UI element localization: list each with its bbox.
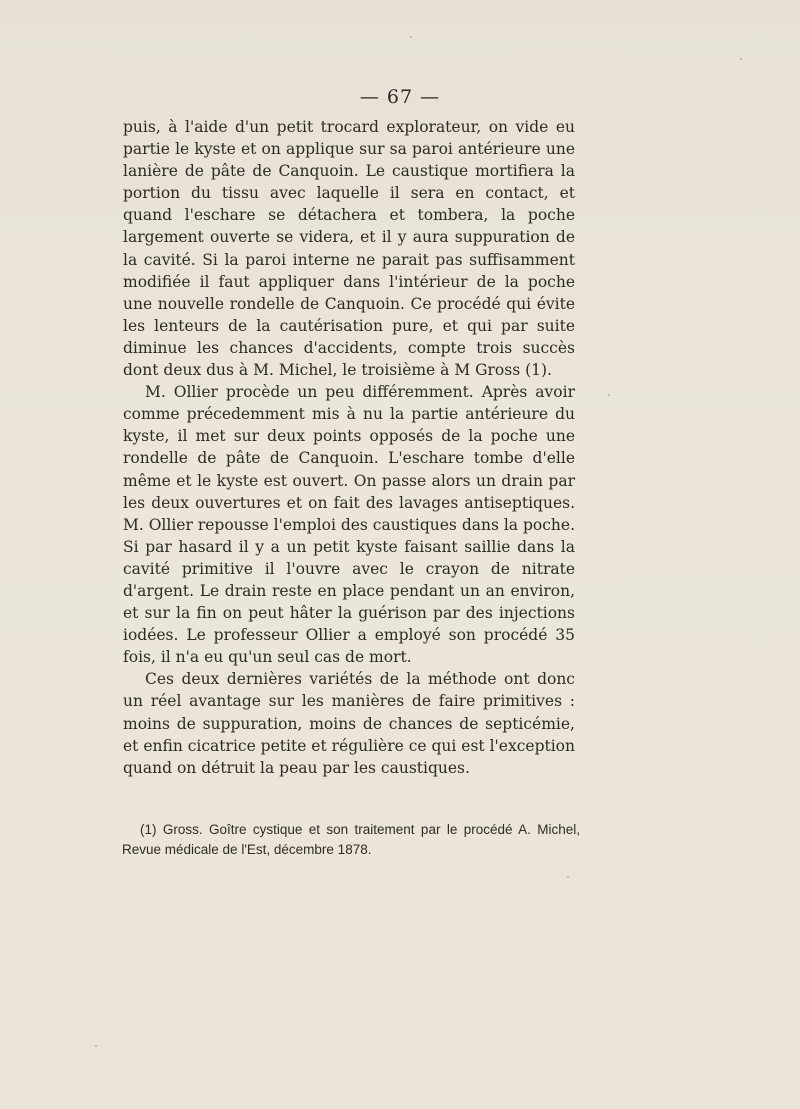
paragraph-2: M. Ollier procède un peu différemment. Après avoir comme précedemment mis à nu la partie antérieure du kyste, il met sur deux points opposés de la poche une rondelle de pâte de Canquoin. L'eschare tombe d'elle même et le kyste est ouvert. On passe alors un drain par les deux ouvertures et on fait des lavages antiseptiques. M. Ollier repousse l'emploi des caustiques dans la poche. Si par hasard il y a un petit kyste faisant saillie dans la cavité primitive il l'ouvre avec le crayon de nitrate d'argent. Le drain reste en place pendant un an environ, et sur la fin on peut hâter la guérison par des injections iodées. Le professeur Ollier a employé son procédé 35 fois, il n'a eu qu'un seul cas de mort. — [123, 383, 575, 667]
paper-speck — [567, 876, 569, 878]
paper-speck — [740, 58, 742, 60]
paper-speck — [608, 394, 610, 396]
paper-speck — [410, 36, 412, 38]
footnote — [122, 820, 580, 860]
footnote-text: (1) Gross. Goître cystique et son traitement par le procédé A. Michel, Revue médicale de l'Est, décembre 1878. — [122, 822, 580, 857]
paragraph-1: puis, à l'aide d'un petit trocard explorateur, on vide eu partie le kyste et on applique sur sa paroi antérieure une lanière de pâte de Canquoin. Le caustique mortifiera la portion du tissu avec laquelle il sera en contact, et quand l'eschare se détachera et tombera, la poche largement ouverte se videra, et il y aura suppuration de la cavité. Si la paroi interne ne parait pas suffisamment modifiée il faut appliquer dans l'intérieur de la poche une nouvelle rondelle de Canquoin. Ce procédé qui évite les lenteurs de la cautérisation pure, et qui par suite diminue les chances d'accidents, compte trois succès dont deux dus à M. Michel, le troisième à M Gross (1). — [123, 118, 575, 380]
paragraph-3: Ces deux dernières variétés de la méthode ont donc un réel avantage sur les manières de faire primitives : moins de suppuration, moins de chances de septicémie, et enfin cicatrice petite et régulière ce qui est l'exception quand on détruit la peau par les caustiques. — [123, 670, 575, 777]
body-text — [123, 116, 575, 779]
page-number: — 67 — — [359, 86, 441, 108]
paper-speck — [95, 1045, 97, 1047]
